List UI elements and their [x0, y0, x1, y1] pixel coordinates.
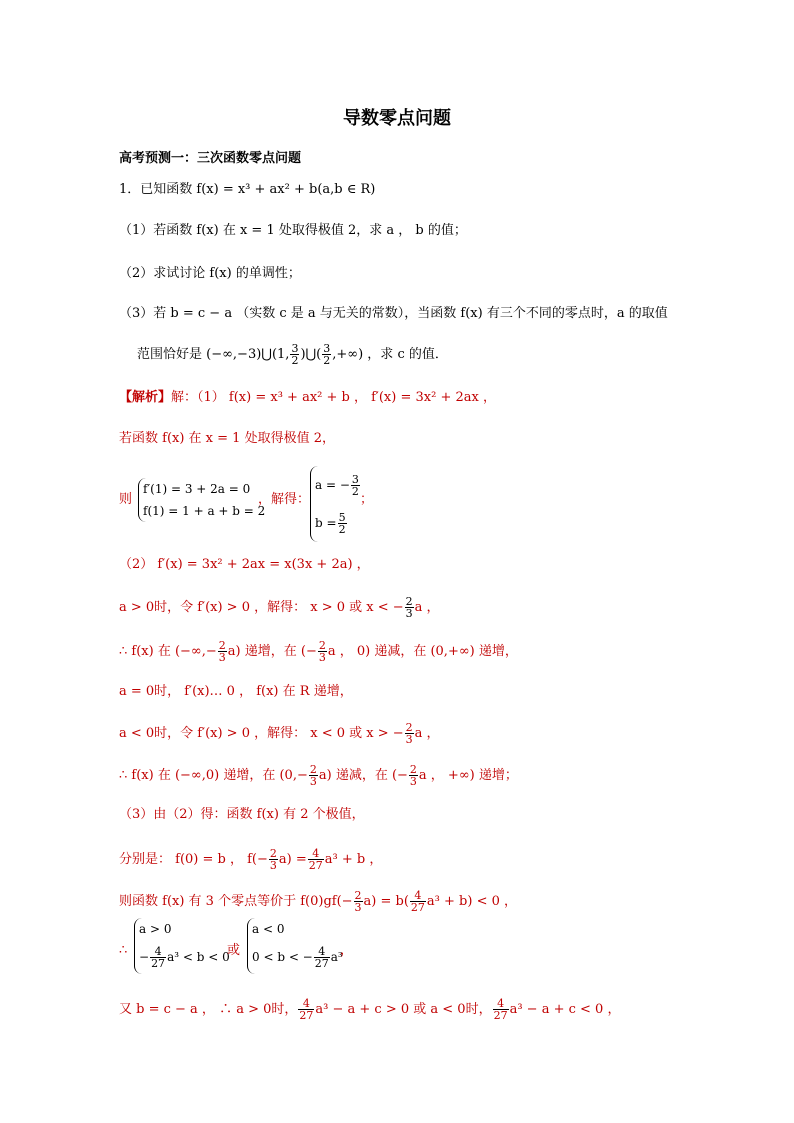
solution-line-9: ∴ f(x) 在 (−∞,0) 递增，在 (0,− $\frac{2}{3}$ a) 递减，在 (− $\frac{2}{3}$ a ， +∞) 递增； — [119, 763, 518, 788]
solution-line-4: （2） f′(x) = 3x² + 2ax = x(3x + 2a) ， — [119, 557, 370, 572]
system-inequality: − $\frac{4}{27}$ a³ < b < 0 — [139, 945, 230, 970]
solution-line-14: 又 b = c − a ， ∴ a > 0时， $\frac{4}{27}$ a³ − a + c > 0 或 a < 0时， $\frac{4}{27}$ a³ − a + c < 0 ， — [119, 997, 621, 1022]
section-subtitle: 高考预测一：三次函数零点问题 — [119, 151, 302, 166]
question-part-3-range — [137, 343, 448, 366]
page-title: 导数零点问题 — [343, 108, 451, 129]
range-text-pre: 范围恰好是 (−∞,−3)⋃(1, — [137, 347, 290, 362]
solution-line-10: （3）由（2）得：函数 f(x) 有 2 个极值， — [119, 807, 365, 822]
system-inequality: a < 0 — [252, 922, 285, 936]
solution-line-8: a < 0时，令 f′(x) > 0 ，解得： x < 0 或 x > − $\frac{2}{3}$ a ， — [119, 721, 440, 746]
solution-line-5: a > 0时，令 f′(x) > 0 ，解得： x > 0 或 x < − $\frac{2}{3}$ a ， — [119, 595, 440, 620]
system-equation: b = $\frac{5}{2}$ — [315, 511, 346, 536]
system-inequality: 0 < b < − $\frac{4}{27}$ a³ — [252, 945, 343, 970]
system-inequality: a > 0 — [139, 922, 172, 936]
solution-line-11: 分别是： f(0) = b ， f(− $\frac{2}{3}$ a) = $\frac{4}{27}$ a³ + b ， — [119, 847, 383, 872]
question-part-3: （3）若 b = c − a （实数 c 是 a 与无关的常数），当函数 f(x) 有三个不同的零点时，a 的取值 — [119, 306, 668, 321]
solution-line-1: 【解析】解：（1） f(x) = x³ + ax² + b ， f′(x) = 3x² + 2ax ， — [119, 390, 496, 405]
solution-line-6: ∴ f(x) 在 (−∞,− $\frac{2}{3}$ a) 递增，在 (− $\frac{2}{3}$ a ， 0) 递减，在 (0,+∞) 递增， — [119, 639, 518, 664]
solution-line-7: a = 0时， f′(x)… 0 ， f(x) 在 R 递增， — [119, 684, 353, 699]
solution-line-13-prefix: ∴ — [119, 943, 128, 958]
solution-line-13-or: 或 — [227, 943, 241, 958]
range-text-post: ,+∞) ，求 c 的值． — [332, 347, 448, 362]
inequality-system-1 — [134, 918, 230, 974]
fraction: $\frac{3}{2}$ — [323, 342, 331, 367]
question-part-1: （1）若函数 f(x) 在 x = 1 处取得极值 2，求 a ， b 的值； — [119, 223, 467, 238]
system-equation: f′(1) = 3 + 2a = 0 — [143, 482, 251, 496]
question-intro: 1．已知函数 f(x) = x³ + ax² + b(a,b ∈ R) — [119, 182, 376, 197]
solution-label: 【解析】 — [119, 390, 172, 405]
solution-line-12: 则函数 f(x) 有 3 个零点等价于 f(0)gf(− $\frac{2}{3}$ a) = b( $\frac{4}{27}$ a³ + b) < 0 ， — [119, 889, 517, 914]
equation-system-2 — [310, 466, 361, 542]
fraction: $\frac{3}{2}$ — [291, 342, 299, 367]
system-equation: a = − $\frac{3}{2}$ — [315, 473, 359, 498]
solution-line-3-end: ； — [360, 492, 374, 507]
question-part-2: （2）求试讨论 f(x) 的单调性； — [119, 266, 301, 281]
solution-line-3-prefix: 则 — [119, 492, 133, 507]
inequality-system-2 — [247, 918, 343, 974]
range-text-mid: )⋃( — [300, 347, 322, 362]
solution-line-13-end: ， — [340, 943, 354, 958]
solution-line-3-mid: ，解得： — [258, 492, 311, 507]
equation-system-1 — [138, 478, 265, 522]
system-equation: f(1) = 1 + a + b = 2 — [143, 504, 266, 518]
solution-line-2: 若函数 f(x) 在 x = 1 处取得极值 2， — [119, 431, 335, 446]
